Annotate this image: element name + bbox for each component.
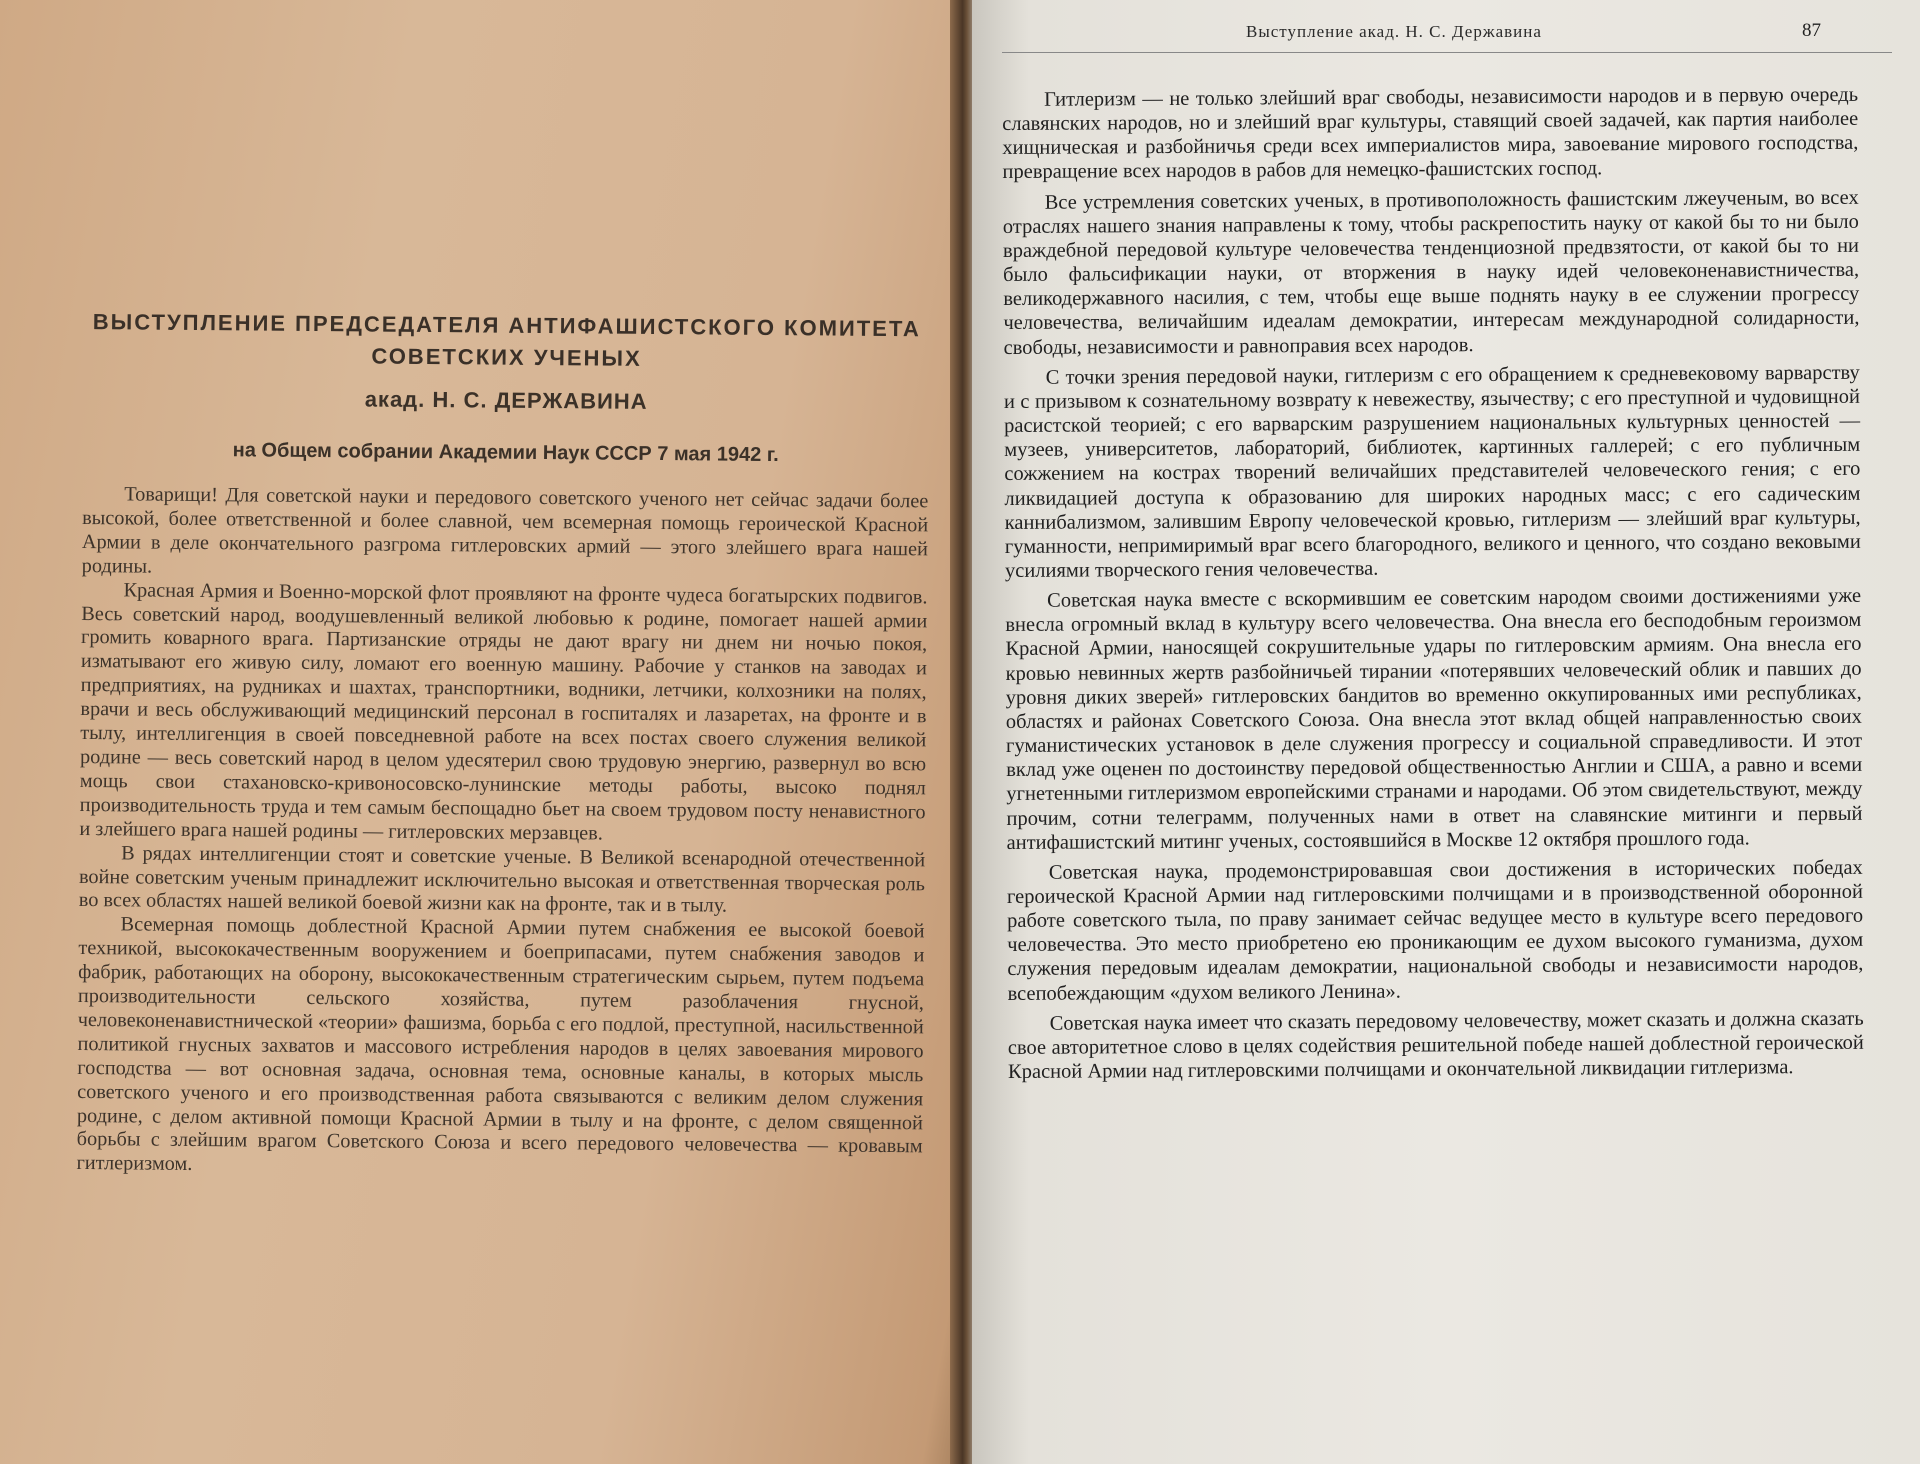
paragraph: Все устремления советских ученых, в противоположность фашистским лжеученым, во всех отраслях нашего знания направлены к тому, чтобы раскрепостить науку от какой бы то ни было враждебной передовой культуре человечества тенденциозной предвзятости, от какой бы то ни было фальсификации науки, от вторжения в науку идей человеконенавистничества, великодержавного насилия, с тем, чтобы еще выше поднять науку в ее служении прогрессу человечества, величайшим идеалам демократии, интересам международной солидарности, свободы, независимости и равноправия всех народов.: [1002, 186, 1860, 359]
paragraph: Советская наука имеет что сказать передовому человечеству, может сказать и должна сказать свое авторитетное слово в целях содействия решительной победе нашей доблестной героической Красной Армии над гитлеровскими полчищами и окончательной ликвидации гитлеризма.: [1007, 1007, 1864, 1084]
paragraph: Всемерная помощь доблестной Красной Армии путем снабжения ее высокой боевой техникой, высококачественным вооружением и боеприпасами, путем снабжения заводов и фабрик, работающих на оборону, высококачественным стратегическим сырьем, путем подъема производительности сельского хозяйства, путем разоблачения гнусной, человеконенавистнической «теории» фашизма, борьба с его подлой, преступной, насильственной политикой гнусных захватов и массового истребления народов в целях завоевания мирового господства — вот основная задача, основная тема, основные каналы, в которых мысль советского ученого и его производственная работа связываются с великим делом служения родине, с делом активной помощи Красной Армии в тылу и на фронте, с делом священной борьбы с злейшим врагом Советского Союза и всего передового человечества — кровавым гитлеризмом.: [76, 913, 925, 1176]
left-page: [0, 0, 958, 1464]
left-page-content: [76, 306, 930, 1184]
paragraph: Советская наука, продемонстрировавшая свои достижения в исторических победах героической Красной Армии над гитлеровскими полчищами и в производственной оборонной работе советского тыла, по праву занимает сейчас ведущее место в культуре всего передового человечества. Это место приобретено ею проникающим ее духом высокого гуманизма, духом служения передовым идеалам демократии, национальной свободы и независимости народов, всепобеждающим «духом великого Ленина».: [1006, 856, 1864, 1005]
page-number: 87: [1802, 20, 1821, 41]
header-rule: [1002, 52, 1892, 53]
running-head: Выступление акад. Н. С. Державина: [1246, 22, 1542, 41]
paragraph: Красная Армия и Военно-морской флот проявляют на фронте чудеса богатырских подвигов. Весь советский народ, воодушевленный великой любовью к родине, помогает нашей армии громить коварного врага. Партизанские отряды не дают врагу ни днем ни ночью покоя, изматывают его живую силу, ломают его военную машину. Рабочие у станков на заводах и предприятиях, на рудниках и шахтах, транспортники, водники, летчики, колхозники на полях, врачи и весь обслуживающий медицинский персонал в госпиталях и лазаретах, на фронте и в тылу, интеллигенция в своей повседневной работе на всех постах своего служения великой родине — весь советский народ в целом удесятерил свою трудовую энергию, развернул во всю мощь свои стахановско-кривоносовско-лунинские методы работы, высоко поднял производительность труда и тем самым беспощадно бьет на своем трудовом посту ненавистного и злейшего врага нашей родины — гитлеровских мерзавцев.: [79, 578, 928, 845]
left-page-body: [76, 483, 928, 1184]
article-title: ВЫСТУПЛЕНИЕ ПРЕДСЕДАТЕЛЯ АНТИФАШИСТСКОГО КОМИТЕТА СОВЕТСКИХ УЧЕНЫХ: [92, 309, 921, 371]
paragraph: Товарищи! Для советской науки и передового советского ученого нет сейчас задачи более высокой, более ответственной и более славной, чем всемерная помощь героической Красной Армии в деле окончательного разгрома гитлеровских армий — этого злейшего врага нашей родины.: [81, 483, 929, 578]
paragraph: С точки зрения передовой науки, гитлеризм с его обращением к средневековому варварству и с призывом к сознательному возврату к невежеству, язычеству; с его преступной и чудовищной расистской теорией; с его варварским разрушением национальных культурных ценностей — музеев, университетов, лабораторий, библиотек, картинных галлерей; с его публичным сожжением на кострах творений величайших представителей человеческого гения; с его ликвидацией доступа к образованию для широких народных масс; с его садическим каннибализмом, залившим Европу человеческой кровью, гитлеризм — злейший враг культуры, гуманности, непримиримый враг всего благородного, великого и ценного, что создано вековыми усилиями творческого гения человечества.: [1003, 361, 1861, 582]
paragraph: Советская наука вместе с вскормившим ее советским народом своими достижениями уже внесла огромный вклад в культуру всего человечества. Она внесла его бесподобным героизмом Красной Армии, наносящей сокрушительные удары по гитлеровским армиям. Она внесла его кровью невинных жертв разбойничьей тирании «потерявших человеческий облик и павших до уровня диких зверей» гитлеровских бандитов во временно оккупированных ими республиках, областях и районах Советского Союза. Она внесла этот вклад общей направленностью своих гуманистических установок в деле служения прогрессу и социальной справедливости. И этот вклад уже оценен по достоинству передовой общественностью Англии и США, а равно и всеми угнетенными гитлеризмом европейскими странами и народами. Об этом свидетельствуют, между прочим, сотни телеграмм, полученных нами в ответ на славянские митинги и первый антифашистский митинг ученых, состоявшийся в Москве 12 октября прошлого года.: [1005, 584, 1863, 854]
right-page-body: [1002, 83, 1864, 1084]
article-author: акад. Н. С. ДЕРЖАВИНА: [364, 386, 648, 414]
right-page-content: [1002, 83, 1864, 1090]
paragraph: Гитлеризм — не только злейший враг свободы, независимости народов и в первую очередь славянских народов, но и злейший враг культуры, ставящий своей задачей, как партия наиболее хищническая и разбойничья среди всех империалистов мира, завоевание мирового господства, превращение всех народов в рабов для немецко-фашистских господ.: [1002, 83, 1859, 184]
article-subtitle: на Общем собрании Академии Наук СССР 7 мая 1942 г.: [232, 439, 779, 467]
paragraph: В рядах интеллигенции стоят и советские ученые. В Великой всенародной отечественной войне советским ученым принадлежит исключительно высокая и ответственная творческая роль во всех областях нашей великой боевой жизни как на фронте, так и в тылу.: [78, 841, 926, 918]
right-page: [972, 0, 1920, 1464]
